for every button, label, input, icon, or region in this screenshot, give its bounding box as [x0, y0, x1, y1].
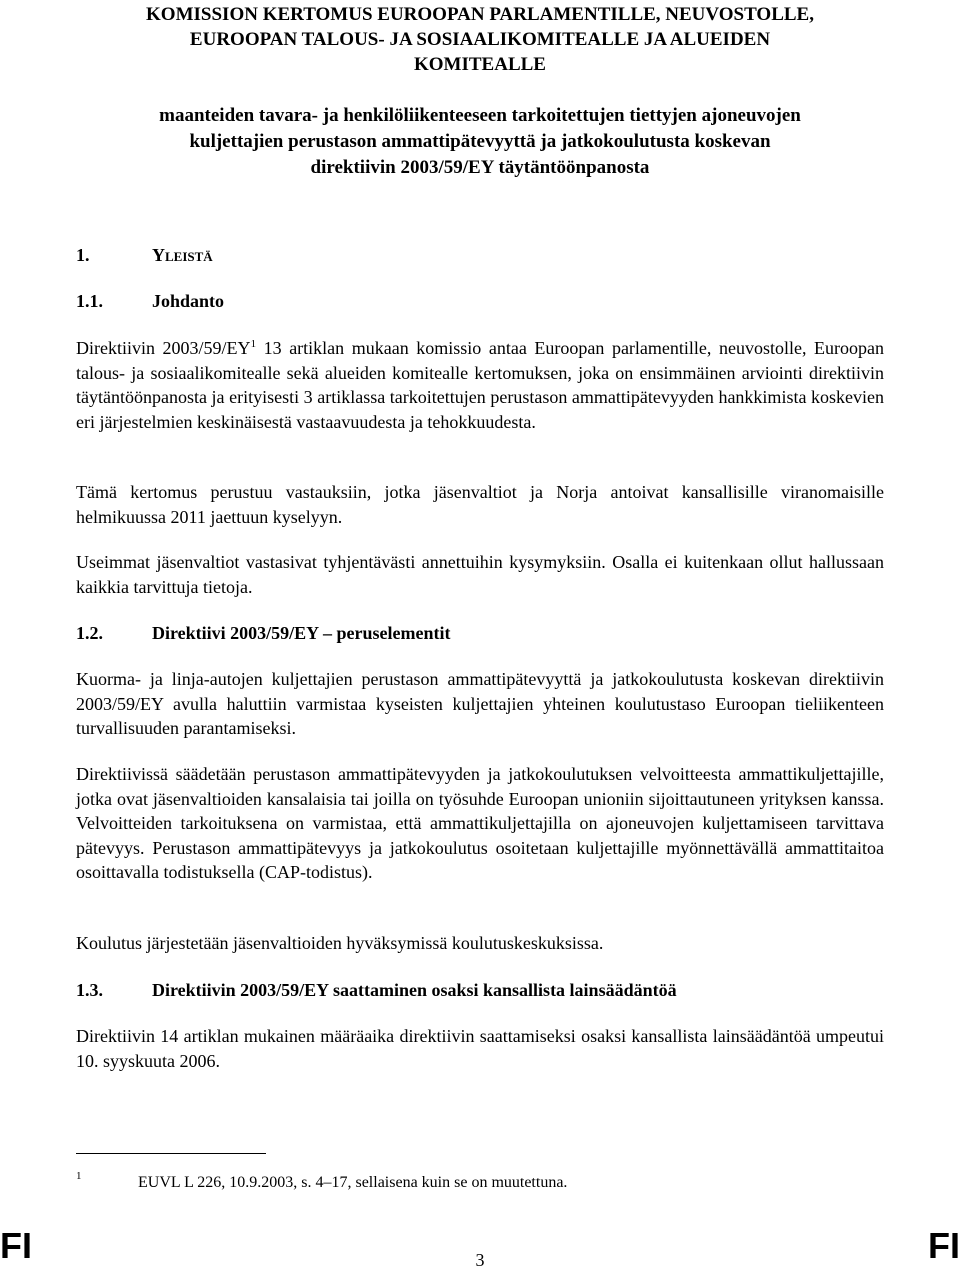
paragraph-text: Direktiivin 2003/59/EY [76, 338, 251, 358]
section-number: 1.2. [76, 623, 103, 643]
paragraph: Koulutus järjestetään jäsenvaltioiden hyväksymissä koulutuskeskuksissa. [76, 933, 604, 953]
section-number: 1. [76, 245, 90, 265]
section-number: 1.1. [76, 291, 103, 311]
section-title: Yleistä [152, 245, 213, 265]
paragraph: Tämä kertomus perustuu vastauksiin, jotka jäsenvaltiot ja Norja antoivat kansallisille viranomaisille helmikuussa 2011 jaettuun kyselyyn. [76, 482, 884, 527]
section-heading-1-2 [76, 622, 450, 644]
paragraph-text: 13 artiklan mukaan komissio antaa Euroopan parlamentille, neuvostolle, Euroopan talous- ja sosiaalikomitealle sekä alueiden komitealle kertomuksen, joka on ensimmäinen arviointi direktiivin täytäntöönpanosta ja erityisesti 3 artiklassa tarkoitettujen perustason ammattipätevyyden hankkimista koskevien eri järjestelmien keskinäisestä vastaavuudesta ja tehokkuudesta. [76, 338, 885, 432]
section-heading-1-3 [76, 979, 677, 1001]
footer-language-left: FI [0, 1225, 32, 1266]
document-title [76, 2, 884, 77]
title-line: KOMISSION KERTOMUS EUROOPAN PARLAMENTILLE, NEUVOSTOLLE, [146, 4, 814, 25]
footnote-text: EUVL L 226, 10.9.2003, s. 4–17, sellaisena kuin se on muutettuna. [138, 1174, 568, 1191]
section-title: Direktiivin 2003/59/EY saattaminen osaksi kansallista lainsäädäntöä [152, 980, 677, 1000]
title-line: KOMITEALLE [414, 54, 546, 75]
subtitle-line: kuljettajien perustason ammattipätevyyttä ja jatkokoulutusta koskevan [189, 131, 771, 152]
page-number: 3 [475, 1250, 485, 1270]
footnote-separator [76, 1153, 266, 1154]
paragraph: Useimmat jäsenvaltiot vastasivat tyhjentävästi annettuihin kysymyksiin. Osalla ei kuitenkaan ollut hallussaan kaikkia tarvittuja tietoja. [76, 552, 884, 597]
paragraph-introduction [76, 336, 884, 434]
section-title: Johdanto [152, 291, 225, 311]
footer-language-right: FI [928, 1225, 960, 1266]
subtitle-line: direktiivin 2003/59/EY täytäntöönpanosta [310, 157, 650, 178]
paragraph: Direktiivissä säädetään perustason ammattipätevyyden ja jatkokoulutuksen velvoitteesta ammattikuljettajille, jotka ovat jäsenvaltioiden kansalaisia tai joilla on työsuhde Euroopan unioniin sijoittautuneen yrityksen kanssa. Velvoitteiden tarkoituksena on varmistaa, että ammattikuljettajilla on ajoneuvojen kuljettamiseen tarvittava pätevyys. Perustason ammattipätevyys ja jatkokoulutus osoitetaan kuljettajille myönnettävällä ammattitaitoa osoittavalla todistuksella (CAP-todistus). [76, 764, 884, 882]
title-line: EUROOPAN TALOUS- JA SOSIAALIKOMITEALLE JA ALUEIDEN [189, 29, 771, 50]
section-heading-1-1 [76, 290, 224, 312]
paragraph: Direktiivin 14 artiklan mukainen määräaika direktiivin saattamiseksi osaksi kansallista lainsäädäntöä umpeutui 10. syyskuuta 2006. [76, 1026, 884, 1071]
paragraph: Kuorma- ja linja-autojen kuljettajien perustason ammattipätevyyttä ja jatkokoulutusta koskevan direktiivin 2003/59/EY avulla haluttiin varmistaa kyseisten kuljettajien yhteinen koulutustaso Euroopan tieliikenteen turvallisuuden parantamiseksi. [76, 669, 884, 738]
document-subtitle [76, 103, 884, 181]
footnote-reference: 1 [250, 338, 257, 350]
section-number: 1.3. [76, 980, 103, 1000]
footnote: 1 EUVL L 226, 10.9.2003, s. 4–17, sellaisena kuin se on muutettuna. [76, 1170, 568, 1191]
section-title: Direktiivi 2003/59/EY – peruselementit [152, 623, 451, 643]
subtitle-line: maanteiden tavara- ja henkilöliikenteeseen tarkoitettujen tiettyjen ajoneuvojen [159, 105, 801, 126]
section-heading-1 [76, 244, 213, 266]
